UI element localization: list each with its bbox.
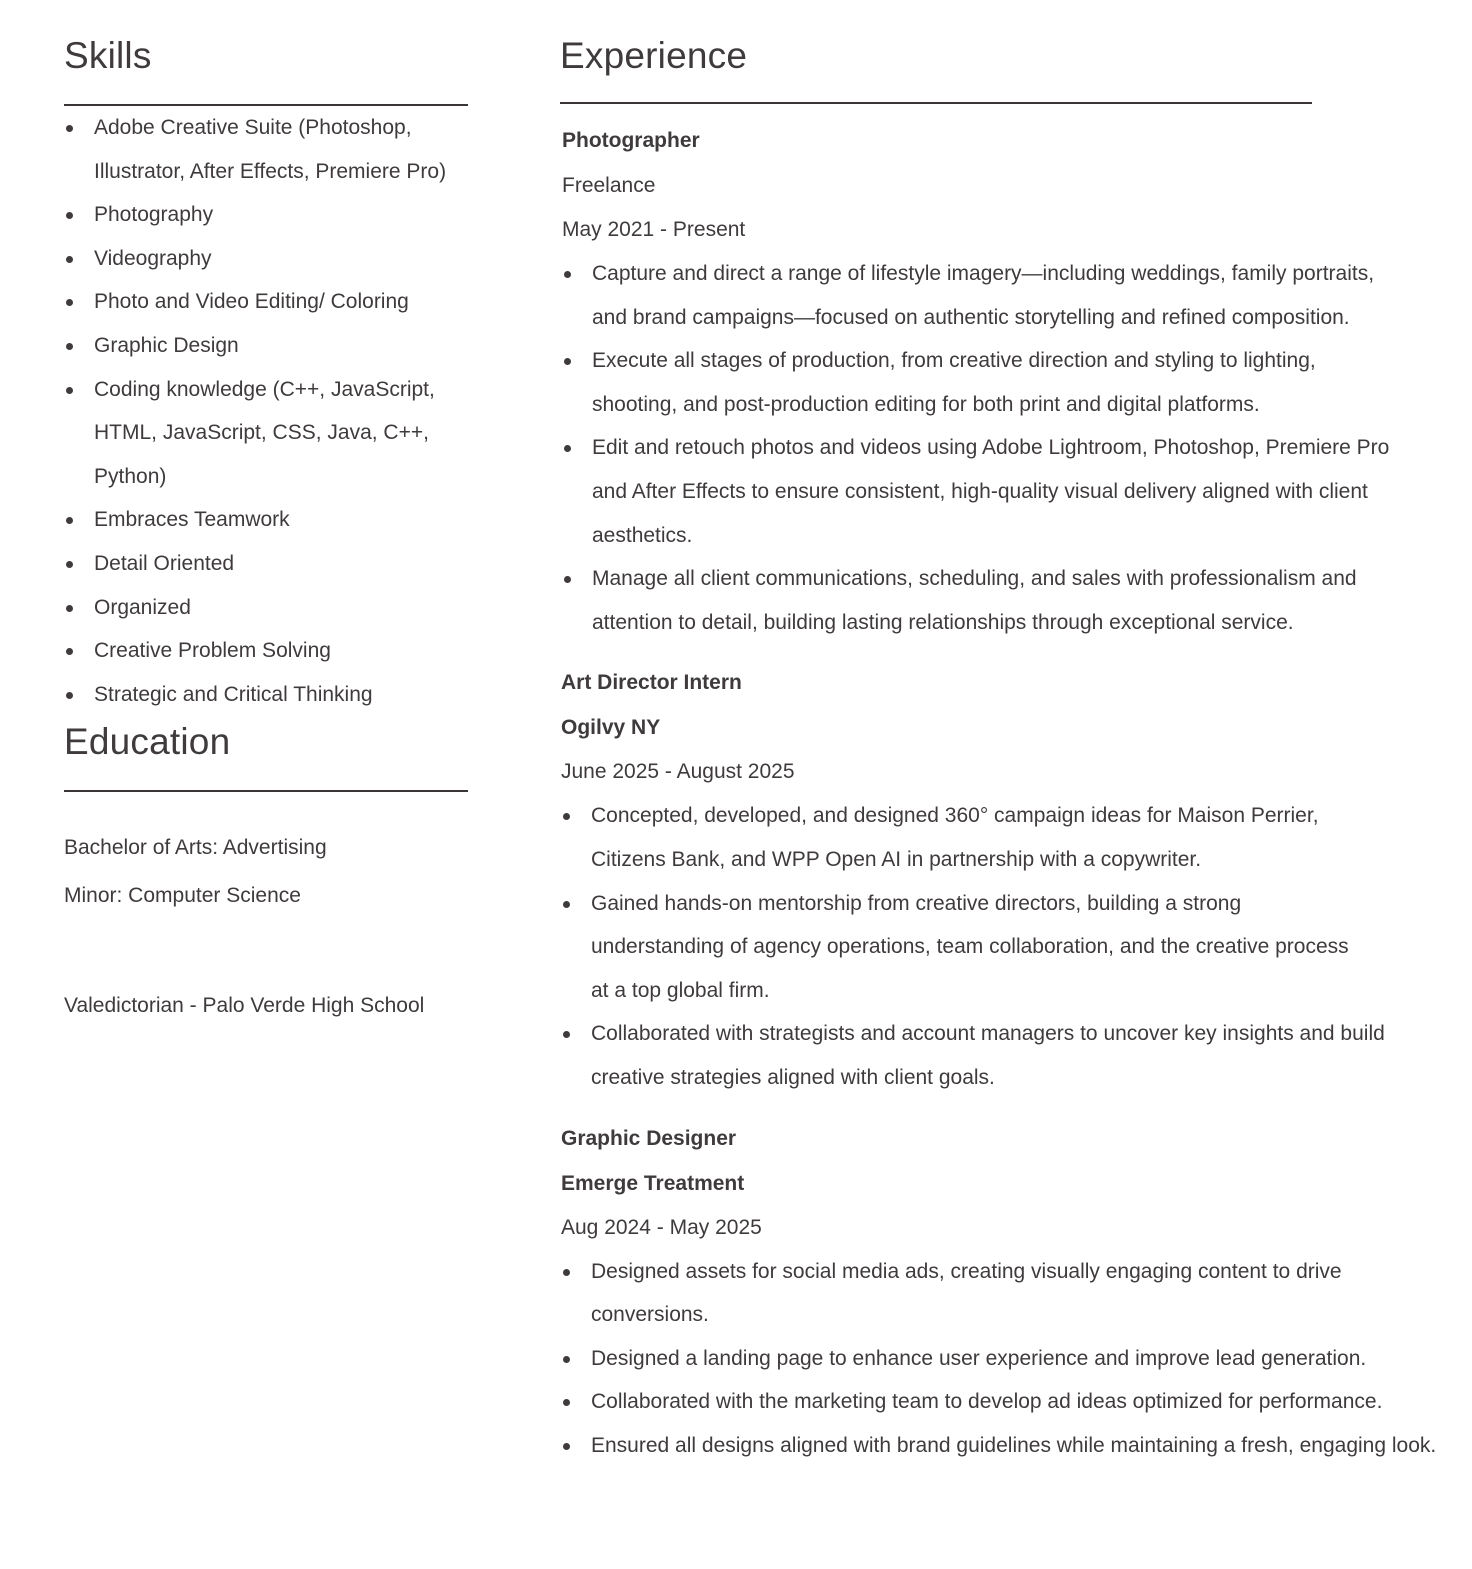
job-entry (562, 118, 1460, 644)
experience-divider (560, 102, 1312, 104)
skill-item: Adobe Creative Suite (Photoshop, Illustrator, After Effects, Premiere Pro) (64, 106, 494, 193)
job-bullets (561, 1250, 1460, 1468)
education-section (64, 716, 494, 1030)
skills-list (64, 106, 494, 716)
experience-heading: Experience (560, 35, 748, 76)
skill-item: Detail Oriented (64, 542, 494, 586)
job-company: Ogilvy NY (561, 716, 661, 740)
job-bullet: Concepted, developed, and designed 360° campaign ideas for Maison Perrier, Citizens Bank, and WPP Open AI in partnership with a copywriter. (561, 794, 1381, 881)
skill-item: Graphic Design (64, 324, 494, 368)
job-title: Art Director Intern (561, 671, 742, 695)
job-bullets (562, 252, 1460, 644)
job-company: Freelance (562, 174, 656, 197)
job-title: Graphic Designer (561, 1126, 737, 1150)
job-entry (561, 1116, 1460, 1468)
job-bullet: Execute all stages of production, from creative direction and styling to lighting, shooting, and post-production editing for both print and digital platforms. (562, 339, 1382, 426)
job-dates: June 2025 - August 2025 (561, 760, 795, 784)
job-bullet: Collaborated with strategists and account managers to uncover key insights and build creative strategies aligned with client goals. (561, 1012, 1401, 1099)
left-column (64, 30, 494, 1030)
education-heading: Education (64, 721, 231, 763)
skill-item: Photography (64, 193, 494, 237)
skill-item: Photo and Video Editing/ Coloring (64, 280, 494, 324)
education-divider (64, 790, 468, 792)
job-bullet: Capture and direct a range of lifestyle imagery—including weddings, family portraits, and brand campaigns—focused on authentic storytelling and refined composition. (562, 252, 1382, 339)
job-dates: Aug 2024 - May 2025 (561, 1215, 762, 1239)
skills-heading: Skills (64, 35, 152, 76)
job-dates: May 2021 - Present (562, 218, 746, 241)
job-entry (561, 660, 1460, 1099)
job-bullet: Edit and retouch photos and videos using Adobe Lightroom, Photoshop, Premiere Pro and After Effects to ensure consistent, high-quality visual delivery aligned with client aesthetics. (562, 426, 1392, 557)
experience-section (560, 30, 1460, 1467)
job-title: Photographer (562, 129, 700, 152)
job-bullet: Designed assets for social media ads, creating visually engaging content to drive conversions. (561, 1250, 1411, 1337)
education-honor: Valedictorian - Palo Verde High School (64, 994, 425, 1018)
right-column (560, 30, 1460, 1467)
job-bullet: Collaborated with the marketing team to develop ad ideas optimized for performance. (561, 1380, 1471, 1424)
job-company: Emerge Treatment (561, 1171, 745, 1195)
education-degree: Bachelor of Arts: Advertising (64, 836, 327, 860)
skills-section (64, 30, 494, 716)
skill-item: Coding knowledge (C++, JavaScript, HTML, JavaScript, CSS, Java, C++, Python) (64, 368, 464, 499)
job-bullet: Ensured all designs aligned with brand guidelines while maintaining a fresh, engaging look. (561, 1424, 1471, 1468)
job-bullet: Designed a landing page to enhance user experience and improve lead generation. (561, 1337, 1471, 1381)
job-bullet: Manage all client communications, scheduling, and sales with professionalism and attention to detail, building lasting relationships through exceptional service. (562, 557, 1402, 644)
skill-item: Embraces Teamwork (64, 498, 494, 542)
skill-item: Strategic and Critical Thinking (64, 673, 494, 717)
skill-item: Creative Problem Solving (64, 629, 494, 673)
skill-item: Videography (64, 237, 494, 281)
job-bullets (561, 794, 1460, 1099)
job-bullet: Gained hands-on mentorship from creative directors, building a strong understanding of agency operations, team collaboration, and the creative process at a top global firm. (561, 882, 1351, 1013)
skill-item: Organized (64, 586, 494, 630)
education-minor: Minor: Computer Science (64, 884, 301, 908)
